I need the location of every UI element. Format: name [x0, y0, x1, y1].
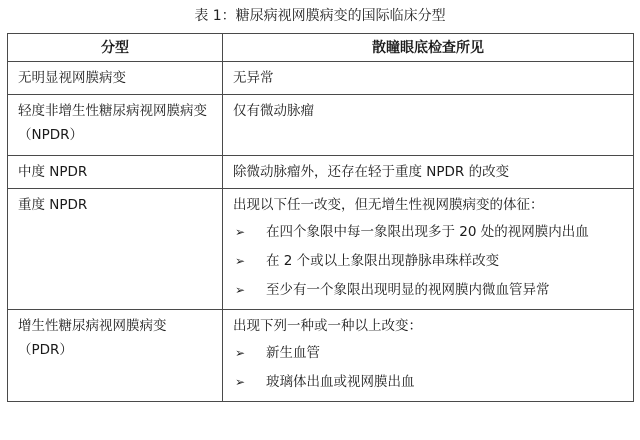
finding-text: 除微动脉瘤外，还存在轻于重度 NPDR 的改变 — [233, 164, 510, 180]
bullet-text: 在 2 个或以上象限出现静脉串珠样改变 — [266, 253, 500, 269]
grade-text: 无明显视网膜病变 — [18, 70, 126, 86]
arrow-bullet-icon: ➢ — [235, 375, 246, 389]
finding-cell — [223, 189, 634, 310]
table-caption: 表 1：糖尿病视网膜病变的国际临床分型 — [194, 8, 446, 24]
table-row — [8, 62, 634, 95]
grade-text: 重度 NPDR — [18, 197, 88, 213]
grade-cell — [8, 62, 223, 95]
table-row — [8, 310, 634, 402]
dr-classification-table — [7, 33, 634, 402]
finding-cell — [223, 310, 634, 402]
table-header-row — [8, 34, 634, 62]
bullet-text: 新生血管 — [266, 345, 320, 361]
grade-text: 轻度非增生性糖尿病视网膜病变（NPDR） — [18, 103, 207, 143]
finding-text: 仅有微动脉瘤 — [233, 103, 314, 119]
finding-bullet-list — [233, 341, 623, 401]
grade-cell — [8, 189, 223, 310]
header-finding: 散瞳眼底检查所见 — [223, 34, 634, 62]
table-row — [8, 95, 634, 156]
header-grade: 分型 — [8, 34, 223, 62]
list-item — [233, 278, 623, 307]
arrow-bullet-icon: ➢ — [235, 346, 246, 360]
finding-bullet-list — [233, 220, 623, 309]
arrow-bullet-icon: ➢ — [235, 283, 246, 297]
list-item — [233, 341, 623, 370]
grade-cell — [8, 95, 223, 156]
grade-cell — [8, 156, 223, 189]
bullet-text: 至少有一个象限出现明显的视网膜内微血管异常 — [266, 282, 550, 298]
table-row — [8, 189, 634, 310]
table-row — [8, 156, 634, 189]
arrow-bullet-icon: ➢ — [235, 254, 246, 268]
finding-cell — [223, 95, 634, 156]
grade-text: 中度 NPDR — [18, 164, 88, 180]
finding-text: 出现下列一种或一种以上改变： — [233, 318, 422, 334]
bullet-text: 在四个象限中每一象限出现多于 20 处的视网膜内出血 — [266, 224, 589, 240]
arrow-bullet-icon: ➢ — [235, 225, 246, 239]
finding-text: 出现以下任一改变，但无增生性视网膜病变的体征： — [233, 197, 544, 213]
finding-cell — [223, 62, 634, 95]
grade-text: 增生性糖尿病视网膜病变（PDR） — [18, 318, 167, 358]
finding-text: 无异常 — [233, 70, 274, 86]
finding-cell — [223, 156, 634, 189]
bullet-text: 玻璃体出血或视网膜出血 — [266, 374, 415, 390]
list-item — [233, 220, 623, 249]
list-item — [233, 370, 623, 399]
grade-cell — [8, 310, 223, 402]
list-item — [233, 249, 623, 278]
